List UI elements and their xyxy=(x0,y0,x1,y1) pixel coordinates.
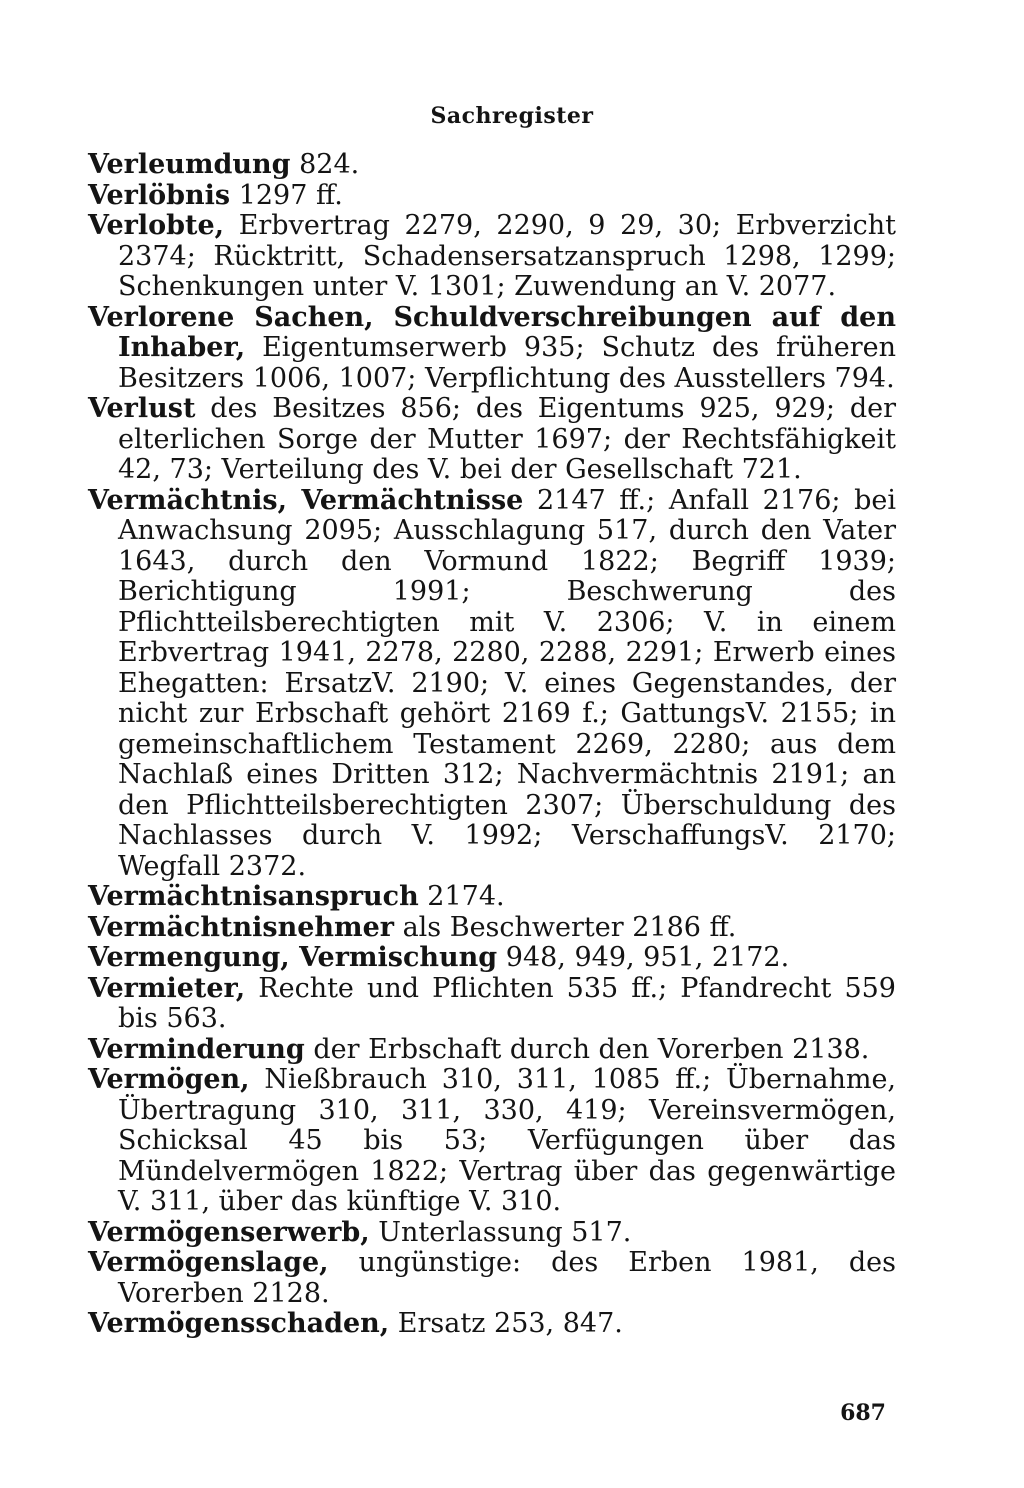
entry-keyword: Verlust xyxy=(88,393,196,424)
entry-keyword: Verlöbnis xyxy=(88,179,231,211)
index-entry xyxy=(88,394,896,486)
entry-keyword: Vermengung, Vermischung xyxy=(88,942,498,973)
entry-keyword: Verlorene Sachen, Schuldverschreibungen auf den Inhaber, xyxy=(88,301,896,363)
index-entry xyxy=(88,943,896,974)
entry-text: 824. xyxy=(290,149,360,180)
entry-text: Ersatz 253, 847. xyxy=(389,1308,623,1339)
index-entry xyxy=(88,181,896,212)
entry-text: 1297 ff. xyxy=(230,179,343,211)
index-entry xyxy=(88,211,896,303)
entry-keyword: Verleumdung xyxy=(88,149,291,180)
entry-keyword: Vermächtnisanspruch xyxy=(88,881,419,912)
index-entry xyxy=(88,1248,896,1309)
entry-text: Nießbrauch 310, 311, 1085 ff.; Übernahme, Übertragung 310, 311, 330, 419; Vereinsvermögen, Schicksal 45 bis 53; Verfügungen über das Mündelvermögen 1822; Vertrag über das gegenwärtige V. 311, über das künftige V. 310. xyxy=(118,1064,896,1217)
entry-text: 2147 ff.; Anfall 2176; bei Anwachsung 2095; Ausschlagung 517, durch den Vater 1643, durch den Vormund 1822; Begriff 1939; Berichtigung 1991; Beschwerung des Pflichtteilsberechtigten mit V. 2306; V. in einem Erbvertrag 1941, 2278, 2280, 2288, 2291; Erwerb eines Ehegatten: ErsatzV. 2190; V. eines Gegenstandes, der nicht zur Erbschaft gehört 2169 f.; GattungsV. 2155; in gemeinschaftlichem Testament 2269, 2280; aus dem Nachlaß eines Dritten 312; Nachvermächtnis 2191; an den Pflichtteilsberechtigten 2307; Überschuldung des Nachlasses durch V. 1992; VerschaffungsV. 2170; Wegfall 2372. xyxy=(118,484,897,882)
entry-text: ungünstige: des Erben 1981, des Vorerben 2128. xyxy=(118,1247,896,1309)
index-entry xyxy=(88,1035,896,1066)
entry-keyword: Vermächtnisnehmer xyxy=(88,911,394,943)
entry-text: Eigentumserwerb 935; Schutz des früheren Besitzers 1006, 1007; Verpflichtung des Ausstellers 794. xyxy=(118,332,896,394)
index-entry xyxy=(88,913,896,944)
entry-keyword: Vermögenserwerb, xyxy=(88,1216,370,1248)
entry-text: des Besitzes 856; des Eigentums 925, 929; der elterlichen Sorge der Mutter 1697; der Rechtsfähigkeit 42, 73; Verteilung des V. bei der Gesellschaft 721. xyxy=(118,393,896,485)
entry-text: 2174. xyxy=(418,881,505,912)
entry-text: als Beschwerter 2186 ff. xyxy=(393,911,737,943)
index-entry xyxy=(88,974,896,1035)
entry-text: Erbvertrag 2279, 2290, 9 29, 30; Erbverzicht 2374; Rücktritt, Schadensersatzanspruch 1298, 1299; Schenkungen unter V. 1301; Zuwendung an V. 2077. xyxy=(118,210,896,302)
index-entry xyxy=(88,1309,896,1340)
entry-keyword: Vermögenslage, xyxy=(88,1247,329,1278)
entry-keyword: Vermächtnis, Vermächtnisse xyxy=(88,484,524,516)
index-entry xyxy=(88,486,896,883)
index-entry xyxy=(88,1218,896,1249)
page-number: 687 xyxy=(840,1400,886,1426)
entry-keyword: Vermögensschaden, xyxy=(88,1308,390,1339)
page-header: Sachregister xyxy=(430,103,594,129)
index-entry xyxy=(88,1065,896,1218)
entry-keyword: Vermieter, xyxy=(88,972,246,1004)
index-list xyxy=(88,150,896,1340)
entry-keyword: Verminderung xyxy=(88,1033,305,1065)
entry-text: Rechte und Pflichten 535 ff.; Pfandrecht 559 bis 563. xyxy=(118,972,896,1034)
entry-text: der Erbschaft durch den Vorerben 2138. xyxy=(304,1033,870,1065)
index-entry xyxy=(88,150,896,181)
index-entry xyxy=(88,882,896,913)
entry-keyword: Verlobte, xyxy=(88,210,225,241)
entry-text: Unterlassung 517. xyxy=(369,1216,632,1248)
index-entry xyxy=(88,303,896,395)
entry-text: 948, 949, 951, 2172. xyxy=(497,942,790,973)
entry-keyword: Vermögen, xyxy=(88,1064,250,1095)
